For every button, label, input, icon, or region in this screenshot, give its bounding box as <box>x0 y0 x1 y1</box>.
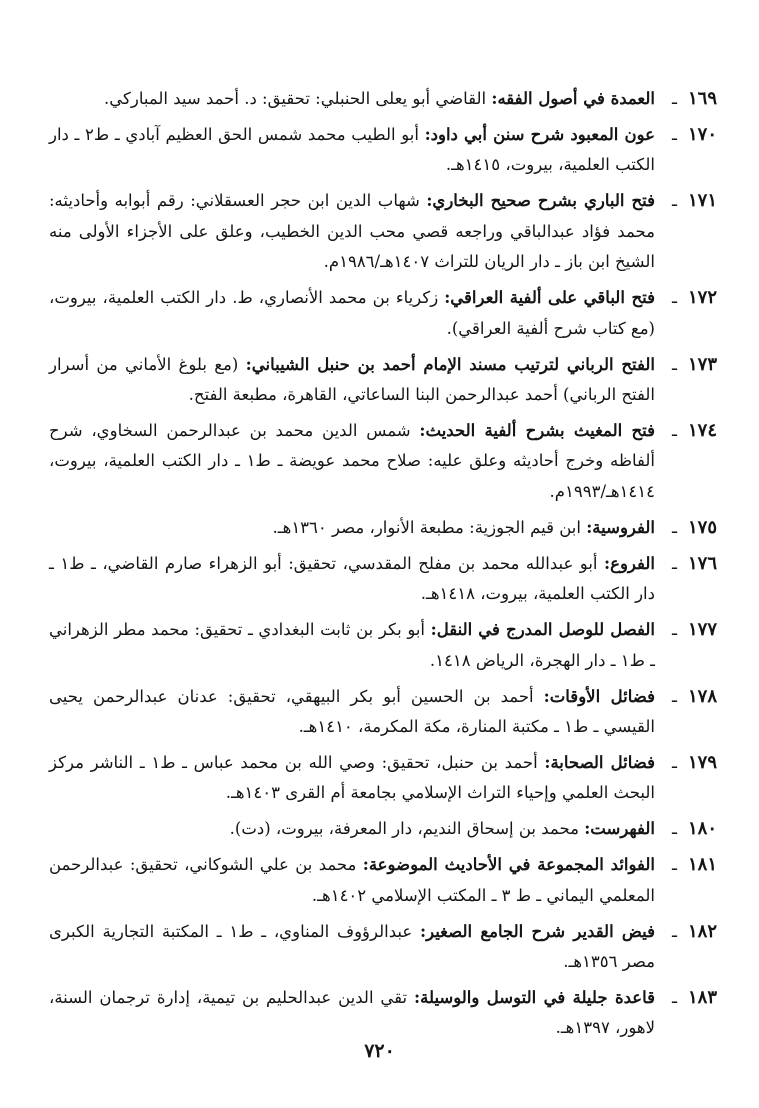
entry-number: ١٨٠ <box>687 818 717 840</box>
entry-title: العمدة في أصول الفقه: <box>491 89 655 108</box>
entry-number: ١٧٢ <box>687 287 717 309</box>
entry-dash: ـ <box>672 855 677 876</box>
entry-title: عون المعبود شرح سنن أبي داود: <box>424 124 655 144</box>
entry-number: ١٧٧ <box>687 619 717 641</box>
bibliography-entry <box>49 682 717 743</box>
entry-body <box>49 549 655 610</box>
entry-number: ١٨٢ <box>687 920 717 942</box>
entry-number: ١٦٩ <box>687 88 717 109</box>
bibliography-entry <box>49 186 717 278</box>
bibliography-entry <box>49 416 717 508</box>
page-number: ٧٢٠ <box>364 1040 395 1062</box>
entry-details: أبو بكر بن ثابت البغدادي ـ تحقيق: محمد مطر الزهراني ـ ط١ ـ دار الهجرة، الرياض ١٤١٨. <box>49 620 655 670</box>
entry-dash: ـ <box>672 191 677 212</box>
entry-body <box>49 814 655 845</box>
entry-number: ١٨١ <box>687 854 717 876</box>
entry-dash: ـ <box>672 921 677 942</box>
entry-title: الفتح الرباني لترتيب مسند الإمام أحمد بن حنبل الشيباني: <box>245 354 655 374</box>
entry-number: ١٧٦ <box>687 552 717 574</box>
entry-title: فتح المغيث بشرح ألفية الحديث: <box>419 420 655 440</box>
bibliography-entry <box>49 84 717 115</box>
entry-dash: ـ <box>672 686 677 707</box>
bibliography-entry <box>49 513 717 544</box>
entry-title: الفوائد المجموعة في الأحاديث الموضوعة: <box>362 855 655 875</box>
entry-title: فضائل الصحابة: <box>544 752 655 772</box>
entry-number: ١٧١ <box>687 190 717 212</box>
bibliography-list <box>49 84 717 1049</box>
entry-details: أبو عبدالله محمد بن مفلح المقدسي، تحقيق: أبو الزهراء صارم القاضي، ـ ط١ ـ دار الكتب العلمية، بيروت، ١٤١٨هـ. <box>49 553 655 604</box>
entry-dash: ـ <box>672 517 677 538</box>
bibliography-entry <box>49 917 717 978</box>
entry-dash: ـ <box>672 553 677 574</box>
entry-title: فتح الباقي على ألفية العراقي: <box>444 288 655 308</box>
entry-title: فتح الباري بشرح صحيح البخاري: <box>426 191 655 211</box>
entry-title: الفهرست: <box>584 819 655 839</box>
bibliography-entry <box>49 814 717 845</box>
entry-details: شهاب الدين ابن حجر العسقلاني: رقم أبوابه وأحاديثه: محمد فؤاد عبدالباقي وراجعه قصي محب الدين الخطيب، وعلق على الأجزاء الأولى منه الشيخ ابن باز ـ دار الريان للتراث ١٤٠٧هـ/١٩٨٦م. <box>49 191 655 272</box>
entry-title: الفروسية: <box>586 517 655 537</box>
entry-body <box>49 416 655 508</box>
entry-body <box>49 748 655 809</box>
entry-number: ١٧٣ <box>687 353 717 375</box>
bibliography-entry <box>49 120 717 181</box>
entry-number: ١٧٠ <box>687 123 717 145</box>
entry-body <box>49 983 655 1044</box>
entry-body <box>49 186 655 278</box>
bibliography-entry <box>49 283 717 344</box>
entry-details: (مع بلوغ الأماني من أسرار الفتح الرباني) أحمد عبدالرحمن البنا الساعاتي، القاهرة، مطبعة الفتح. <box>49 354 655 405</box>
entry-number: ١٨٣ <box>687 986 717 1008</box>
entry-body <box>49 84 655 115</box>
bibliography-entry <box>49 748 717 809</box>
entry-body <box>49 283 655 344</box>
bibliography-entry <box>49 350 717 411</box>
entry-details: أحمد بن الحسين أبو بكر البيهقي، تحقيق: عدنان عبدالرحمن يحيى القيسي ـ ط١ ـ مكتبة المنارة، مكة المكرمة، ١٤١٠هـ. <box>49 686 655 737</box>
entry-details: تقي الدين عبدالحليم بن تيمية، إدارة ترجمان السنة، لاهور، ١٣٩٧هـ. <box>49 987 655 1038</box>
entry-number: ١٧٨ <box>687 685 717 707</box>
entry-body <box>49 850 655 911</box>
entry-details: زكرياء بن محمد الأنصاري، ط. دار الكتب العلمية، بيروت، (مع كتاب شرح ألفية العراقي). <box>49 288 655 338</box>
entry-body <box>49 615 655 676</box>
entry-details: محمد بن علي الشوكاني، تحقيق: عبدالرحمن المعلمي اليماني ـ ط ٣ ـ المكتب الإسلامي ١٤٠٢هـ. <box>49 855 655 905</box>
bibliography-entry <box>49 850 717 911</box>
entry-title: الفصل للوصل المدرج في النقل: <box>430 620 655 640</box>
entry-details: شمس الدين محمد بن عبدالرحمن السخاوي، شرح ألفاظه وخرج أحاديثه وعلق عليه: صلاح محمد عويضة ـ ط١ ـ دار الكتب العلمية، بيروت، ١٤١٤هـ/١٩٩٣م. <box>49 420 655 501</box>
entry-dash: ـ <box>672 987 677 1008</box>
entry-dash: ـ <box>672 354 677 375</box>
entry-details: عبدالرؤوف المناوي، ـ ط١ ـ المكتبة التجارية الكبرى مصر ١٣٥٦هـ. <box>49 921 655 972</box>
entry-dash: ـ <box>672 288 677 309</box>
entry-body <box>49 120 655 181</box>
entry-number: ١٧٤ <box>687 419 717 441</box>
entry-body <box>49 682 655 743</box>
entry-title: قاعدة جليلة في التوسل والوسيلة: <box>414 987 656 1007</box>
bibliography-entry <box>49 549 717 610</box>
entry-details: القاضي أبو يعلى الحنبلي: تحقيق: د. أحمد سيد المباركي. <box>104 89 487 108</box>
entry-details: أبو الطيب محمد شمس الحق العظيم آبادي ـ ط٢ ـ دار الكتب العلمية، بيروت، ١٤١٥هـ. <box>49 124 655 175</box>
entry-details: ابن قيم الجوزية: مطبعة الأنوار، مصر ١٣٦٠هـ. <box>272 517 581 537</box>
entry-title: الفروع: <box>604 553 655 573</box>
entry-body <box>49 350 655 411</box>
entry-details: محمد بن إسحاق النديم، دار المعرفة، بيروت، (دت). <box>229 819 579 839</box>
entry-number: ١٧٩ <box>687 751 717 773</box>
entry-dash: ـ <box>672 124 677 145</box>
entry-title: فيض القدير شرح الجامع الصغير: <box>420 921 655 941</box>
entry-title: فضائل الأوقات: <box>543 686 655 706</box>
entry-number: ١٧٥ <box>687 516 717 538</box>
entry-dash: ـ <box>672 752 677 773</box>
bibliography-entry <box>49 615 717 676</box>
entry-dash: ـ <box>672 89 677 109</box>
bibliography-entry <box>49 983 717 1044</box>
entry-body <box>49 513 655 544</box>
entry-dash: ـ <box>672 819 677 840</box>
entry-body <box>49 917 655 978</box>
entry-details: أحمد بن حنبل، تحقيق: وصي الله بن محمد عباس ـ ط١ ـ الناشر مركز البحث العلمي وإحياء التراث الإسلامي بجامعة أم القرى ١٤٠٣هـ. <box>49 752 655 803</box>
entry-dash: ـ <box>672 620 677 641</box>
entry-dash: ـ <box>672 420 677 441</box>
